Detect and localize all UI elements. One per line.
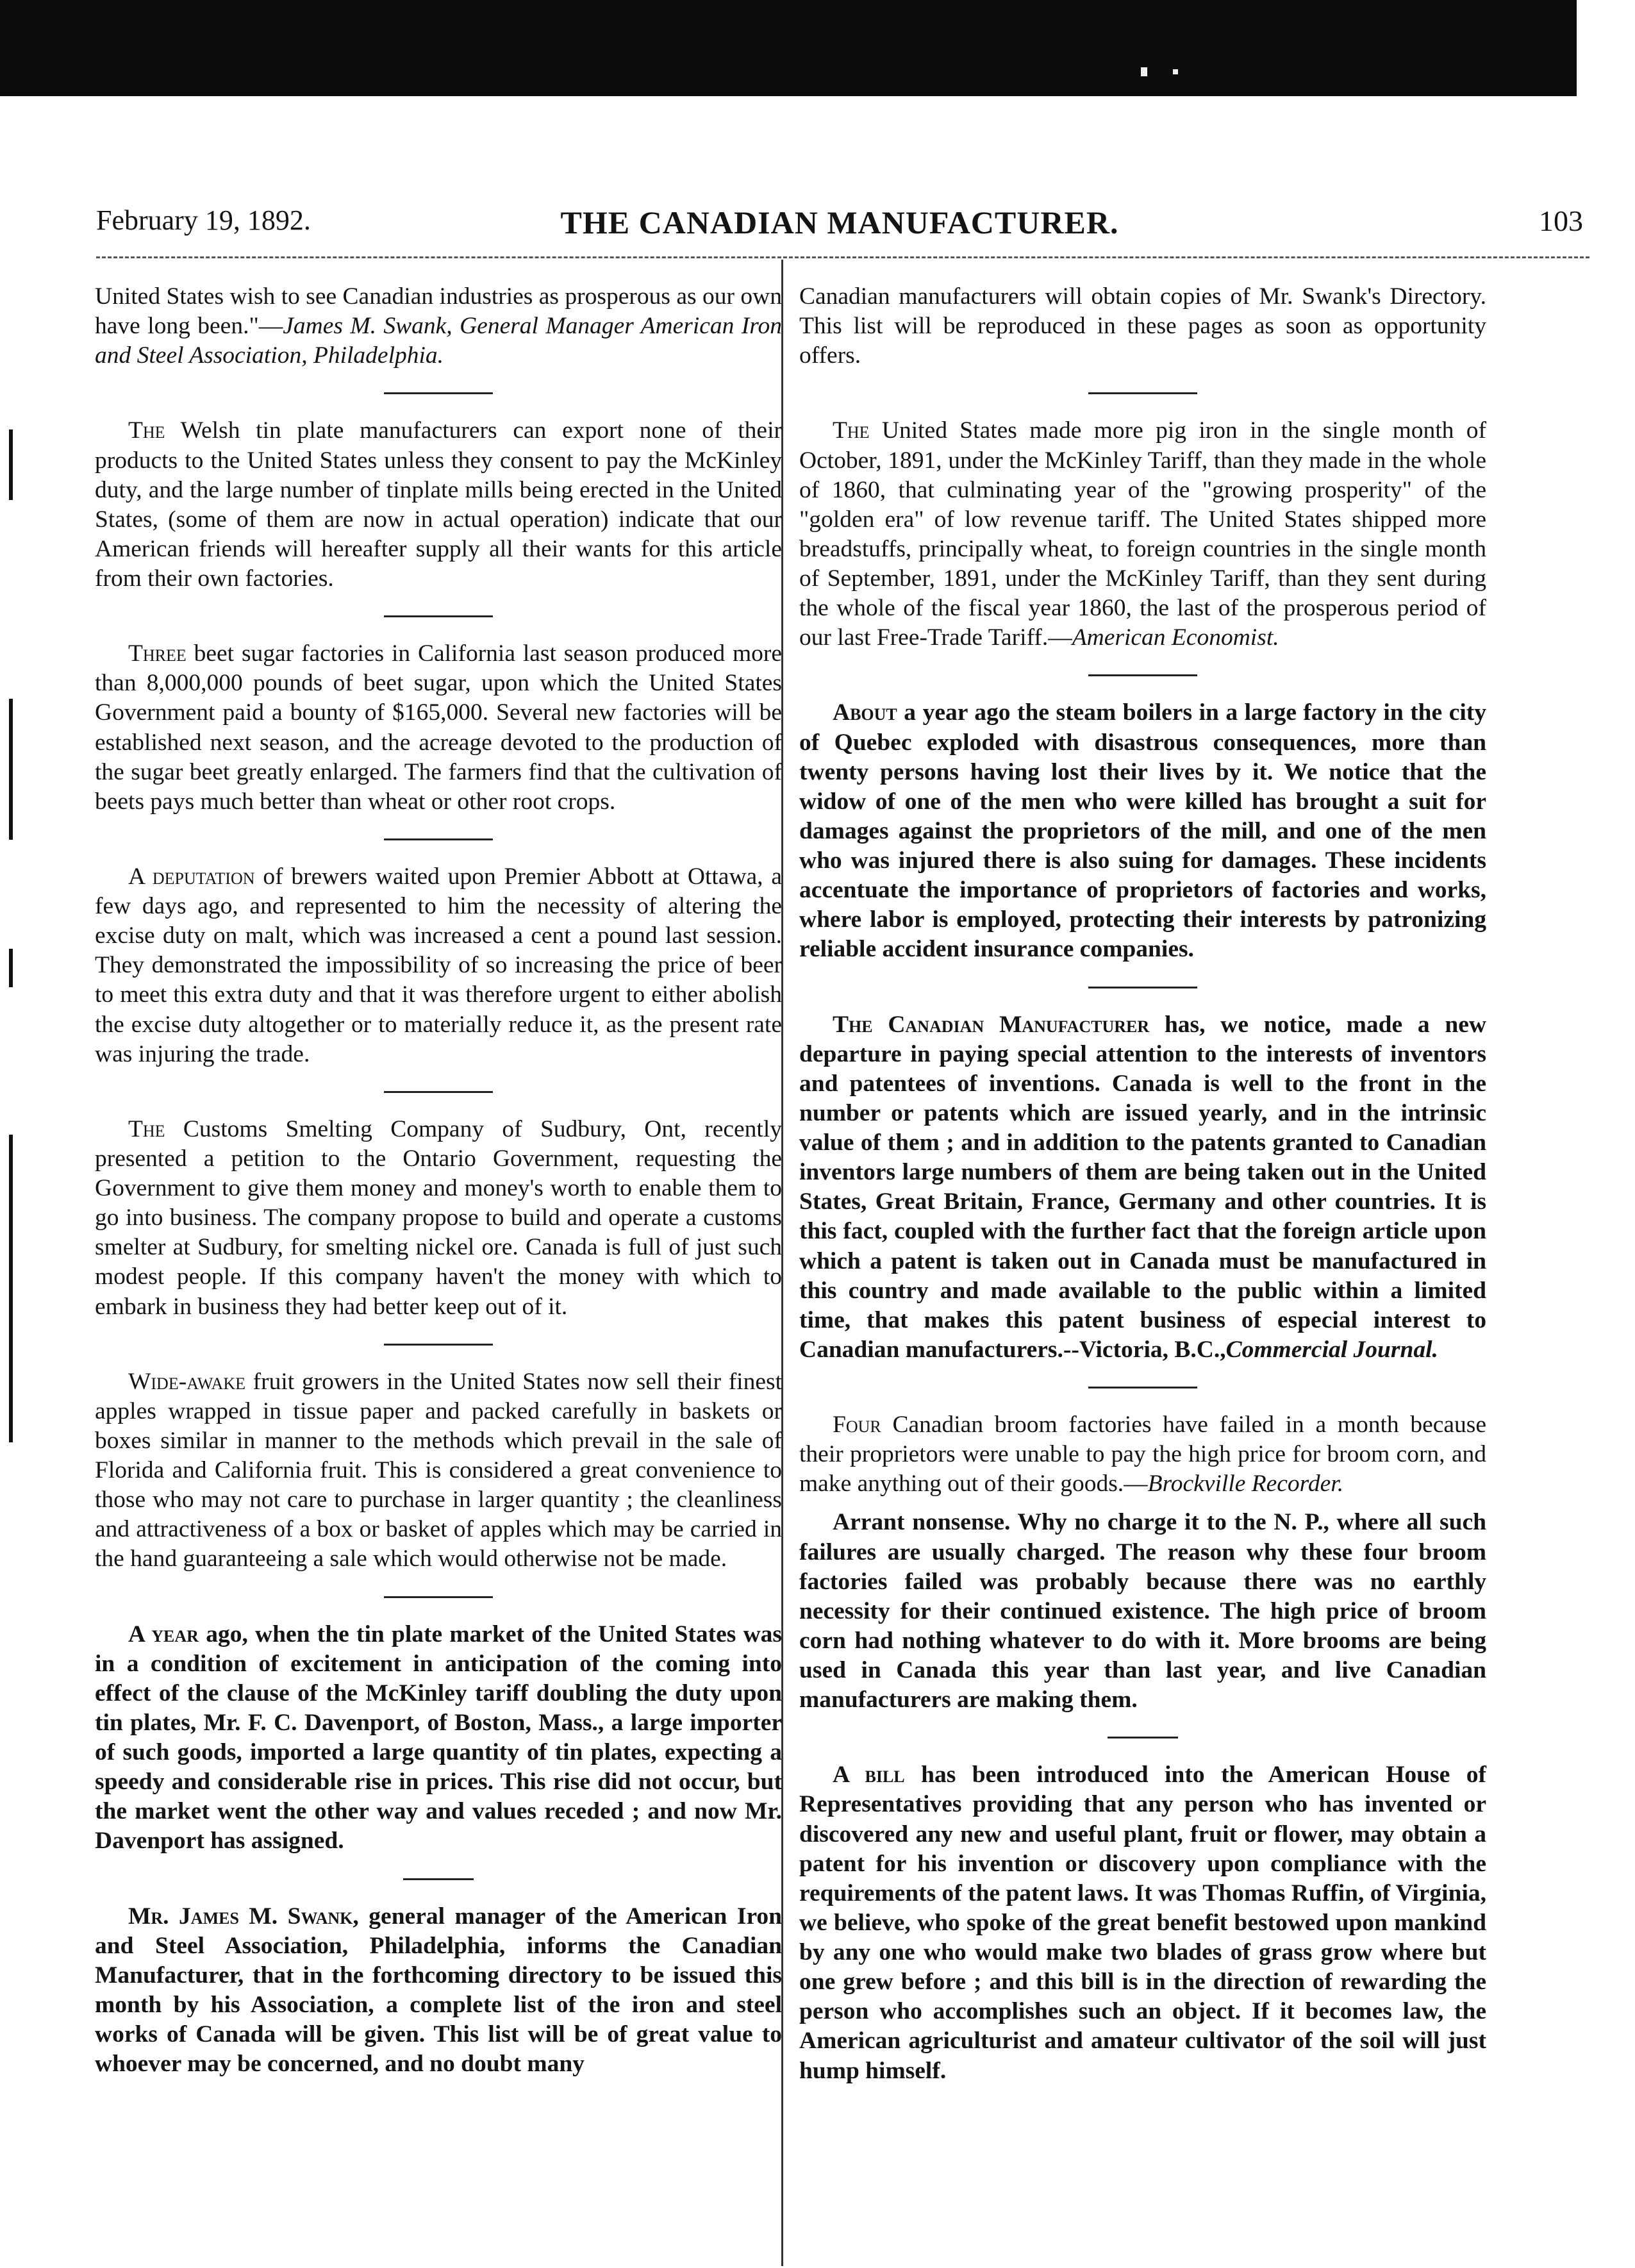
lead-in: Four (833, 1412, 881, 1438)
page-header (96, 204, 1583, 242)
section-divider (1108, 1737, 1178, 1739)
scan-mark (9, 699, 13, 840)
right-column (799, 282, 1486, 2086)
source-credit: James M. Swank, General Manager American Iron and Steel Association, Philadelphia. (95, 313, 782, 369)
section-divider (1088, 674, 1197, 676)
scan-speck (1173, 69, 1178, 74)
article-paragraph: United States wish to see Canadian industries as prosperous as our own have long been."—James M. Swank, General Manager American Iron and Steel Association, Philadelphia. (95, 283, 782, 369)
lead-in: The Canadian Manufacturer (833, 1011, 1150, 1038)
scan-mark (9, 429, 13, 500)
lead-in: The (128, 1115, 165, 1142)
section-divider (384, 392, 493, 394)
section-divider (1088, 392, 1197, 394)
article-paragraph: Canadian manufacturers will obtain copies of Mr. Swank's Directory. This list will be reproduced in these pages as soon as opportunity offers. (799, 283, 1486, 369)
section-divider (384, 1344, 493, 1346)
lead-in: About (833, 699, 897, 726)
article-paragraph: About a year ago the steam boilers in a large factory in the city of Quebec exploded with disastrous consequences, more than twenty persons having lost their lives by it. We notice that the widow of one of the men who were killed has brought a suit for damages against the proprietors of the mill, and one of the men who was injured there is also suing for damages. These incidents accentuate the importance of proprietors of factories and works, where labor is employed, protecting their interests by patronizing reliable accident insurance companies. (799, 699, 1487, 963)
article-paragraph: A year ago, when the tin plate market of the United States was in a condition of excitement in anticipation of the coming into effect of the clause of the McKinley tariff doubling the duty upon tin plates, Mr. F. C. Davenport, of Boston, Mass., a large importer of such goods, imported a large quantity of tin plates, expecting a speedy and considerable rise in prices. This rise did not occur, but the market went the other way and values receded ; and now Mr. Davenport has assigned. (95, 1621, 783, 1855)
header-rule (96, 256, 1589, 258)
lead-in: The (128, 417, 165, 444)
section-divider (384, 1596, 493, 1598)
left-column (95, 282, 782, 2079)
source-credit: Commercial Journal. (1225, 1336, 1438, 1363)
article-paragraph: Four Canadian broom factories have failed in a month because their proprietors were unable to pay the high price for broom corn, and make anything out of their goods.—Brockville Recorder. (799, 1412, 1486, 1497)
article-paragraph: The Customs Smelting Company of Sudbury, Ont, recently presented a petition to the Ontario Government, requesting the Government to give them money and money's worth to enable them to go into business. The company propose to build and operate a customs smelter at Sudbury, for smelting nickel ore. Canada is full of just such modest people. If this company haven't the money with which to embark in business they had better keep out of it. (95, 1115, 782, 1320)
lead-in: A deputation (128, 863, 255, 890)
section-divider (384, 615, 493, 617)
lead-in: The (833, 417, 870, 444)
page-number: 103 (1539, 204, 1583, 237)
issue-date: February 19, 1892. (96, 204, 311, 236)
section-divider (403, 1878, 474, 1880)
article-paragraph: The United States made more pig iron in the single month of October, 1891, under the McKinley Tariff, than they made in the whole of 1860, that culminating year of the "growing prosperity" of the "golden era" of low revenue tariff. The United States shipped more breadstuffs, principally wheat, to foreign countries in the single month of September, 1891, under the McKinley Tariff, than they sent during the whole of the fiscal year 1860, the last of the prosperous period of our last Free-Trade Tariff.—American Economist. (799, 417, 1486, 651)
article-paragraph: Arrant nonsense. Why no charge it to the N. P., where all such failures are usually charged. The reason why these four broom factories failed was probably because there was no earthly necessity for their continued existence. The high price of broom corn had nothing whatever to do with it. More brooms are being used in Canada this year than last year, and live Canadian manufacturers are making them. (799, 1509, 1486, 1714)
lead-in: Three (128, 640, 187, 667)
lead-in: A bill (833, 1762, 905, 1789)
section-divider (1088, 987, 1197, 988)
scan-margin-marks (0, 96, 26, 2019)
scan-mark (9, 1135, 13, 1442)
article-paragraph: A deputation of brewers waited upon Premier Abbott at Ottawa, a few days ago, and represented to him the necessity of altering the excise duty on malt, which was increased a cent a pound last session. They demonstrated the impossibility of so increasing the price of beer to meet this extra duty and that it was therefore urgent to either abolish the excise duty altogether or to materially reduce it, as the present rate was injuring the trade. (95, 863, 783, 1067)
lead-in: Mr. James M. Swank, (128, 1903, 359, 1930)
source-credit: Brockville Recorder. (1147, 1471, 1344, 1497)
lead-in: A year (128, 1621, 199, 1647)
article-paragraph: Three beet sugar factories in California last season produced more than 8,000,000 pounds of beet sugar, upon which the United States Government paid a bounty of $165,000. Several new factories will be established next season, and the acreage devoted to the production of the sugar beet greatly enlarged. The farmers find that the cultivation of beets pays much better than wheat or other root crops. (95, 640, 782, 815)
article-paragraph: The Welsh tin plate manufacturers can export none of their products to the United States unless they consent to pay the McKinley duty, and the large number of tinplate mills being erected in the United States, (some of them are now in actual operation) indicate that our American friends will hereafter supply all their wants for this article from their own factories. (95, 417, 782, 592)
journal-title: THE CANADIAN MANUFACTURER. (560, 204, 1119, 240)
lead-in: Wide-awake (128, 1368, 245, 1395)
section-divider (384, 1091, 493, 1093)
article-paragraph: The Canadian Manufacturer has, we notice, made a new departure in paying special attention to the interests of inventors and patentees of inventions. Canada is well to the front in the number or patents which are issued yearly, and in the intrinsic value of them ; and in addition to the patents granted to Canadian inventors large numbers of them are being taken out in the United States, Great Britain, France, Germany and other countries. It is this fact, coupled with the further fact that the foreign article upon which a patent is taken out in Canada must be manufactured in this country and made available to the public within a limited time, that makes this patent business of especial interest to Canadian manufacturers.--Victoria, B.C.,Commercial Journal. (799, 1011, 1487, 1363)
section-divider (384, 838, 493, 840)
article-paragraph: Mr. James M. Swank, general manager of the American Iron and Steel Association, Philadelphia, informs the Canadian Manufacturer, that in the forthcoming directory to be issued this month by his Association, a complete list of the iron and steel works of Canada will be given. This list will be of great value to whoever may be concerned, and no doubt many (95, 1903, 783, 2078)
section-divider (1088, 1387, 1197, 1388)
source-credit: American Economist. (1072, 624, 1279, 651)
article-paragraph: A bill has been introduced into the American House of Representatives providing that any person who has invented or discovered any new and useful plant, fruit or flower, may obtain a patent for his invention or discovery upon compliance with the requirements of the patent laws. It was Thomas Ruffin, of Virginia, we believe, who spoke of the great benefit bestowed upon mankind by any one who would make two blades of grass grow where but one grew before ; and this bill is in the direction of rewarding the person who accomplishes such an object. If it becomes law, the American agriculturist and amateur cultivator of the soil will just hump himself. (799, 1762, 1486, 2084)
scan-speck (1141, 67, 1147, 76)
article-paragraph: Wide-awake fruit growers in the United States now sell their finest apples wrapped in tissue paper and packed carefully in baskets or boxes similar in manner to the methods which prevail in the sale of Florida and California fruit. This is considered a great convenience to those who may not care to purchase in larger quantity ; the cleanliness and attractiveness of a box or basket of apples which may be carried in the hand guaranteeing a sale which would otherwise not be made. (95, 1368, 783, 1572)
scan-mark (9, 949, 13, 987)
scan-top-band (0, 0, 1577, 96)
